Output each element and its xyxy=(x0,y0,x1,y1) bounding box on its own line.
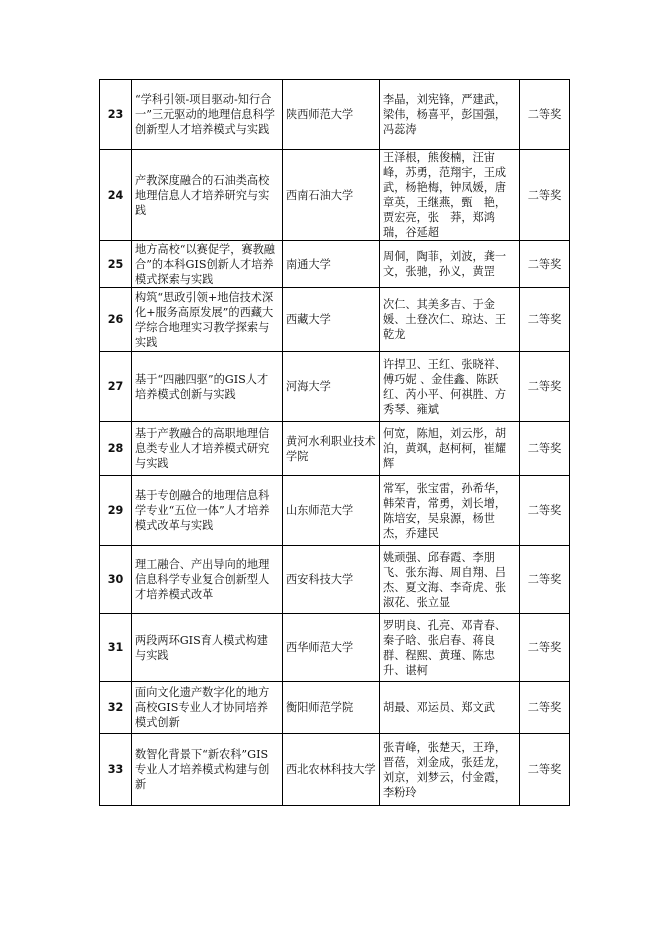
school-name: 西藏大学 xyxy=(283,288,380,352)
project-title: 数智化背景下“新农科”GIS专业人才培养模式构建与创新 xyxy=(132,734,283,806)
row-number: 26 xyxy=(100,288,132,352)
award-level: 二等奖 xyxy=(520,614,570,682)
row-number: 25 xyxy=(100,241,132,288)
table-row xyxy=(100,80,570,150)
school-name: 河海大学 xyxy=(283,352,380,422)
table-row xyxy=(100,241,570,288)
table-row xyxy=(100,614,570,682)
project-title: 产教深度融合的石油类高校地理信息人才培养研究与实践 xyxy=(132,150,283,241)
award-level: 二等奖 xyxy=(520,734,570,806)
project-title: “学科引领-项目驱动-知行合一”三元驱动的地理信息科学创新型人才培养模式与实践 xyxy=(132,80,283,150)
row-number: 23 xyxy=(100,80,132,150)
team-members: 胡最、邓运员、郑文武 xyxy=(380,682,520,734)
team-members: 次仁、其美多吉、于金媛、土登次仁、琼达、王乾龙 xyxy=(380,288,520,352)
award-level: 二等奖 xyxy=(520,241,570,288)
award-level: 二等奖 xyxy=(520,150,570,241)
project-title: 基于专创融合的地理信息科学专业“五位一体”人才培养模式改革与实践 xyxy=(132,476,283,546)
school-name: 山东师范大学 xyxy=(283,476,380,546)
awards-table-body xyxy=(100,80,570,806)
awards-table xyxy=(99,79,570,806)
school-name: 南通大学 xyxy=(283,241,380,288)
table-row xyxy=(100,150,570,241)
award-level: 二等奖 xyxy=(520,546,570,614)
award-level: 二等奖 xyxy=(520,476,570,546)
table-row xyxy=(100,546,570,614)
table-row xyxy=(100,734,570,806)
team-members: 罗明良、孔亮、邓青春、秦子晗、张启春、蒋良群、程熙、黄瑾、陈忠升、谌柯 xyxy=(380,614,520,682)
team-members: 常军，张宝雷，孙希华，韩荣青，常勇，刘长增，陈培安，吴泉源，杨世杰，乔建民 xyxy=(380,476,520,546)
project-title: 基于“四融四驱”的GIS人才培养模式创新与实践 xyxy=(132,352,283,422)
school-name: 西南石油大学 xyxy=(283,150,380,241)
award-level: 二等奖 xyxy=(520,288,570,352)
team-members: 王泽根，熊俊楠，汪宙峰，苏勇，范翔宇，王成武，杨艳梅，钟凤媛，唐章英，王继燕，甄 艳，贾宏亮，张 莽，郑鸿瑞，谷延超 xyxy=(380,150,520,241)
school-name: 西北农林科技大学 xyxy=(283,734,380,806)
table-row xyxy=(100,288,570,352)
team-members: 李晶，刘宪锋，严建武，梁伟，杨喜平，彭国强，冯蕊涛 xyxy=(380,80,520,150)
team-members: 周侗，陶菲，刘波，龚一文，张驰，孙义，黄罡 xyxy=(380,241,520,288)
school-name: 西安科技大学 xyxy=(283,546,380,614)
table-row xyxy=(100,476,570,546)
project-title: 理工融合、产出导向的地理信息科学专业复合创新型人才培养模式改革 xyxy=(132,546,283,614)
team-members: 张青峰，张楚天，王琤，晋蓓，刘金成，张廷龙，刘京，刘梦云，付金霞，李粉玲 xyxy=(380,734,520,806)
school-name: 黄河水利职业技术学院 xyxy=(283,422,380,476)
project-title: 基于产教融合的高职地理信息类专业人才培养模式研究与实践 xyxy=(132,422,283,476)
row-number: 29 xyxy=(100,476,132,546)
table-row xyxy=(100,352,570,422)
table-row xyxy=(100,682,570,734)
row-number: 30 xyxy=(100,546,132,614)
award-level: 二等奖 xyxy=(520,682,570,734)
table-row xyxy=(100,422,570,476)
row-number: 32 xyxy=(100,682,132,734)
row-number: 33 xyxy=(100,734,132,806)
award-level: 二等奖 xyxy=(520,352,570,422)
row-number: 24 xyxy=(100,150,132,241)
row-number: 28 xyxy=(100,422,132,476)
award-level: 二等奖 xyxy=(520,422,570,476)
project-title: 构筑“思政引领+地信技术深化+服务高原发展”的西藏大学综合地理实习教学探索与实践 xyxy=(132,288,283,352)
team-members: 何宽，陈旭，刘云彤，胡泊，黄飒，赵柯柯，崔耀辉 xyxy=(380,422,520,476)
project-title: 两段两环GIS育人模式构建与实践 xyxy=(132,614,283,682)
project-title: 面向文化遗产数字化的地方高校GIS专业人才协同培养模式创新 xyxy=(132,682,283,734)
school-name: 陕西师范大学 xyxy=(283,80,380,150)
project-title: 地方高校“以赛促学，赛教融合”的本科GIS创新人才培养模式探索与实践 xyxy=(132,241,283,288)
row-number: 27 xyxy=(100,352,132,422)
school-name: 西华师范大学 xyxy=(283,614,380,682)
team-members: 许捍卫、王红、张晓祥、傅巧妮 、金佳鑫、陈跃红、芮小平、何祺胜、方秀琴、雍斌 xyxy=(380,352,520,422)
school-name: 衡阳师范学院 xyxy=(283,682,380,734)
row-number: 31 xyxy=(100,614,132,682)
team-members: 姚顽强、邱春霞、李朋飞、张东海、周自翔、吕杰、夏文海、李奇虎、张淑花、张立显 xyxy=(380,546,520,614)
award-level: 二等奖 xyxy=(520,80,570,150)
